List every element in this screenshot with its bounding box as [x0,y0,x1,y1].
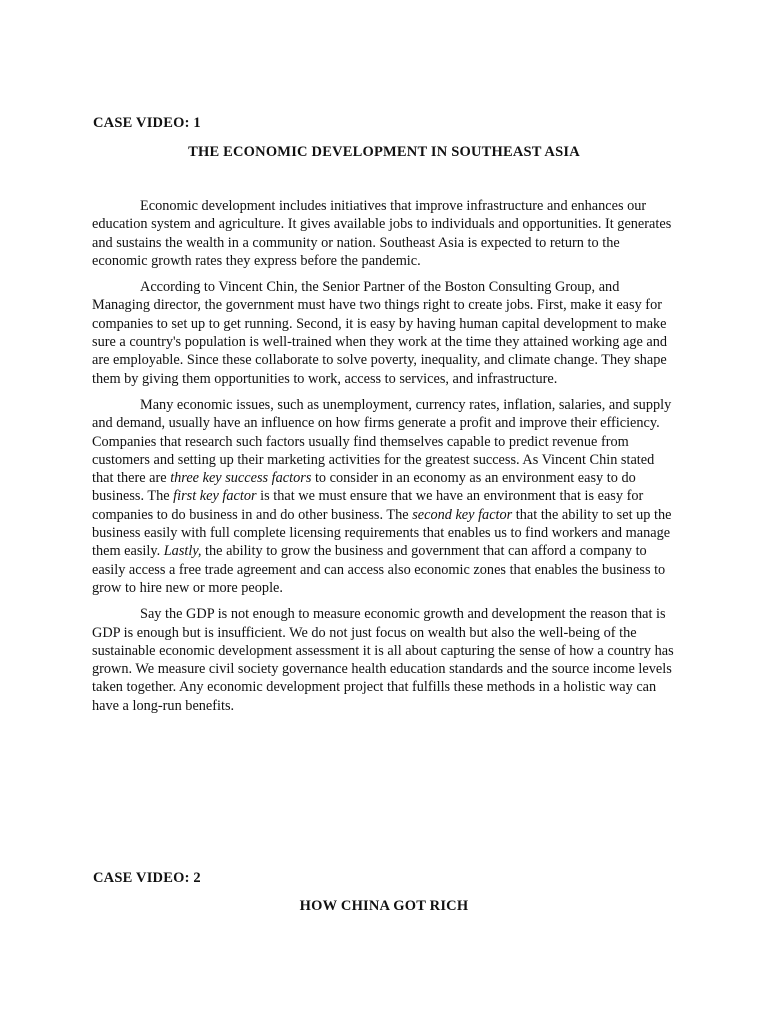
paragraph-3-text-5: the ability to grow the business and government that can afford a company to easily access a free trade agreement and can access also economic zones that enables the business to grow to hire new or more people. [92,543,666,596]
case-video-1-label: CASE VIDEO: 1 [93,115,201,131]
paragraph-3-text-3: is that we must ensure that we have an environment that is easy for companies to do business in and do other business. The [92,488,644,523]
case-video-1-title: THE ECONOMIC DEVELOPMENT IN SOUTHEAST ASIA [188,144,580,160]
paragraph-3-text-4: that the ability to set up the business easily with full complete licensing requirements that enables us to find workers and manage them easily. [92,506,672,560]
paragraph-2: According to Vincent Chin, the Senior Partner of the Boston Consulting Group, and Managing director, the government must have two things right to create jobs. First, make it easy for companies to set up to get running. Second, it is easy by having human capital development to make sure a country's population is well-trained when they work at the time they attained working age and are employable. Since these collaborate to solve poverty, inequality, and climate change. They shape them by giving them opportunities to work, access to services, and infrastructure. [92,279,668,387]
emphasis-first-key-factor: first key factor [173,488,257,505]
emphasis-second-key-factor: second key factor [412,506,513,523]
paragraph-4: Say the GDP is not enough to measure economic growth and development the reason that is GDP is enough but is insufficient. We do not just focus on wealth but also the well-being of the sustainable economic development assessment it is all about capturing the sense of how a country has grown. We measure civil society governance health education standards and the source income levels taken together. Any economic development project that fulfills these methods in a holistic way can have a long-run benefits. [92,606,674,714]
paragraph-3-text-2: to consider in an economy as an environment easy to do business. The [92,470,636,505]
emphasis-lastly: Lastly, [163,543,202,560]
emphasis-three-key-success-factors: three key success factors [170,470,312,487]
paragraph-3 [92,396,676,597]
paragraph-3-text-1: Many economic issues, such as unemployment, currency rates, inflation, salaries, and supply and demand, usually have an influence on how firms generate a profit and improve their efficiency. Companies that research such factors usually find themselves capable to predict revenue from customers and setting up their marketing activities for the greatest success. As Vincent Chin stated that there are [92,396,672,487]
paragraph-1: Economic development includes initiatives that improve infrastructure and enhances our education system and agriculture. It gives available jobs to individuals and opportunities. It generates and sustains the wealth in a community or nation. Southeast Asia is expected to return to the economic growth rates they express before the pandemic. [92,198,672,269]
case-video-2-title: HOW CHINA GOT RICH [299,898,469,914]
case-video-2-label: CASE VIDEO: 2 [93,870,201,886]
case-video-1-body [92,197,676,723]
